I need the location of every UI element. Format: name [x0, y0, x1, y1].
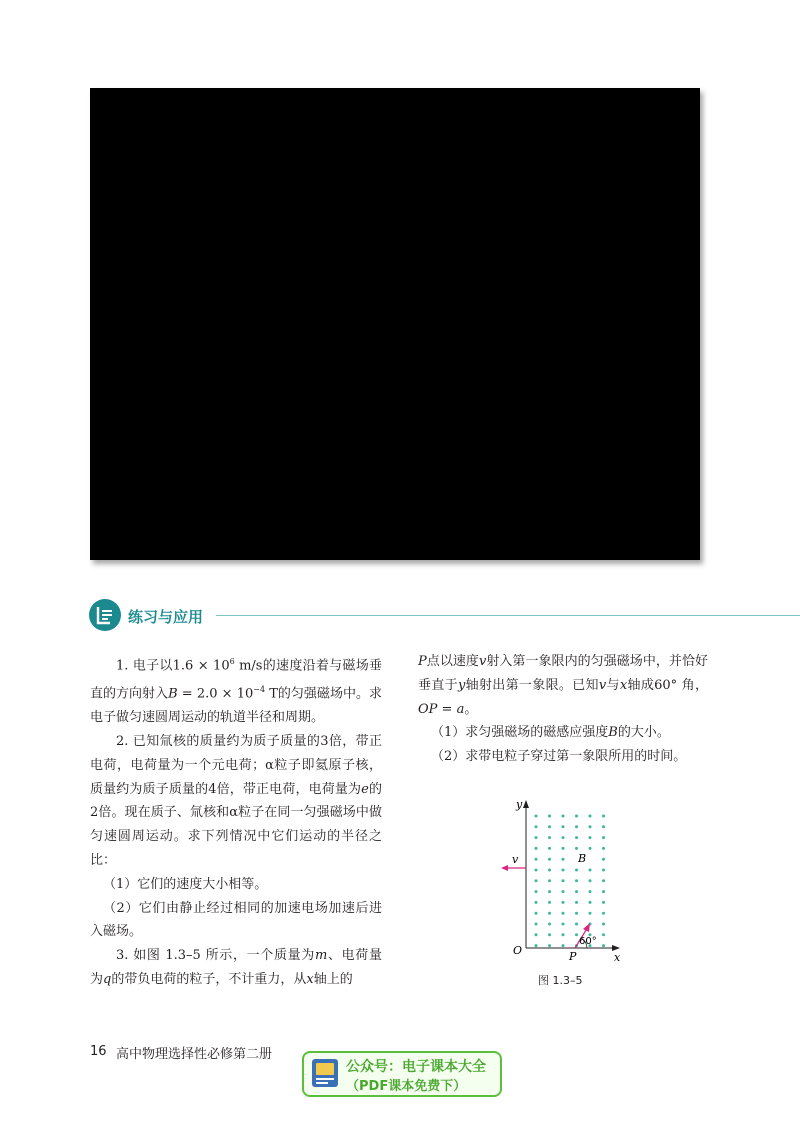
problem-2-sub-1: （1）它们的速度大小相等。 [103, 876, 268, 892]
field-dot [589, 815, 592, 818]
field-dot [602, 869, 605, 872]
field-dot [575, 890, 578, 893]
problem-3-part-1: 3. 如图 1.3–5 所示，一个质量为m、电荷量为q的带负电荷的粒子，不计重力，从x轴上的 [90, 948, 382, 988]
field-dot [562, 879, 565, 882]
problem-3-sub-1: （1）求匀强磁场的磁感应强度B的大小。 [431, 725, 670, 741]
field-dot [535, 912, 538, 915]
field-dot [602, 836, 605, 839]
figure-caption: 图 1.3–5 [538, 974, 583, 987]
field-dot [575, 836, 578, 839]
label-x: x [614, 951, 621, 964]
field-dot [589, 825, 592, 828]
page-number: 16 [90, 1044, 107, 1059]
problem-1: 1. 电子以$1.6 \times 10^6$ m/s的速度沿着与磁场垂直的方向射入$B = 2.0 \times 10^{-4}$ T的匀强磁场中。求电子做匀速圆周运动的轨道半径和周期。 [90, 657, 382, 726]
field-dot [575, 847, 578, 850]
field-dot [562, 901, 565, 904]
watermark-badge [302, 1051, 502, 1097]
field-dot [548, 879, 551, 882]
y-axis-arrow [523, 800, 529, 808]
field-dot [548, 858, 551, 861]
field-dot [602, 815, 605, 818]
field-dot [535, 815, 538, 818]
field-dot [589, 869, 592, 872]
problem-2: 2. 已知氚核的质量约为质子质量的3倍，带正电荷，电荷量为一个元电荷；α粒子即氦原子核，质量约为质子质量的4倍，带正电荷，电荷量为e的2倍。现在质子、氚核和α粒子在同一匀强磁场中做匀速圆周运动。求下列情况中它们运动的半径之比： [90, 734, 382, 869]
field-dot [575, 879, 578, 882]
field-dot [575, 815, 578, 818]
field-dot [535, 890, 538, 893]
label-y: y [516, 798, 523, 811]
field-dot [602, 933, 605, 936]
field-dot [535, 869, 538, 872]
field-dot [575, 912, 578, 915]
left-column [90, 650, 382, 992]
field-dot [562, 836, 565, 839]
field-dot [548, 836, 551, 839]
field-dot [602, 858, 605, 861]
field-dot [589, 890, 592, 893]
figure-1-3-5 [496, 796, 636, 966]
field-dot [562, 933, 565, 936]
field-dot [602, 912, 605, 915]
field-dot [602, 923, 605, 926]
field-dot [548, 890, 551, 893]
field-dot [562, 815, 565, 818]
field-dot [548, 815, 551, 818]
book-logo-icon [310, 1057, 340, 1089]
watermark-line-1: 公众号：电子课本大全 [346, 1059, 486, 1075]
section-title: 练习与应用 [128, 608, 204, 626]
field-dot [535, 825, 538, 828]
field-dot [535, 836, 538, 839]
field-dot [589, 836, 592, 839]
problem-3-part-2: P点以速度v射入第一象限内的匀强磁场中，并恰好垂直于y轴射出第一象限。已知v与x轴成60° 角，OP = a。 [418, 654, 708, 717]
field-dot [562, 923, 565, 926]
field-dot [602, 825, 605, 828]
exercise-icon [88, 598, 122, 632]
right-column [418, 650, 708, 769]
field-dot [548, 869, 551, 872]
field-dot [562, 890, 565, 893]
field-dot [548, 847, 551, 850]
problem-2-sub-2: （2）它们由静止经过相同的加速电场加速后进入磁场。 [90, 900, 382, 940]
field-dot [535, 923, 538, 926]
problem-3-sub-2: （2）求带电粒子穿过第一象限所用的时间。 [431, 749, 687, 765]
field-dot [589, 901, 592, 904]
field-dot [548, 944, 551, 947]
field-dot [575, 869, 578, 872]
exit-velocity-arrowhead [501, 865, 508, 871]
field-dot [535, 901, 538, 904]
field-dot [548, 901, 551, 904]
field-dot [562, 869, 565, 872]
field-dot [535, 879, 538, 882]
black-image-area [90, 88, 700, 560]
field-dot [535, 858, 538, 861]
field-dot [575, 933, 578, 936]
field-dot [602, 890, 605, 893]
label-origin: O [513, 944, 523, 957]
field-dot [548, 923, 551, 926]
field-dot [548, 933, 551, 936]
label-v: v [512, 853, 519, 866]
field-dot [602, 901, 605, 904]
section-header [88, 598, 800, 638]
entry-velocity-arrowhead [583, 923, 590, 932]
book-title: 高中物理选择性必修第二册 [116, 1047, 273, 1062]
field-dot [575, 923, 578, 926]
watermark-line-2: （PDF课本免费下） [346, 1079, 467, 1094]
field-dot [589, 879, 592, 882]
field-dot [535, 847, 538, 850]
field-dot [562, 825, 565, 828]
field-dot [548, 825, 551, 828]
field-dot [562, 847, 565, 850]
field-dot [602, 944, 605, 947]
field-dot [535, 944, 538, 947]
section-divider [216, 615, 800, 616]
field-dot [548, 912, 551, 915]
field-dot [535, 933, 538, 936]
field-dot [602, 879, 605, 882]
magnetic-field-dots [535, 815, 606, 948]
field-dot [589, 847, 592, 850]
label-p: P [569, 950, 577, 963]
field-dot [575, 825, 578, 828]
label-b: B [578, 852, 587, 865]
field-dot [575, 901, 578, 904]
label-angle: 60° [579, 936, 597, 947]
field-dot [589, 912, 592, 915]
field-dot [562, 858, 565, 861]
field-dot [602, 847, 605, 850]
field-dot [562, 912, 565, 915]
field-dot [562, 944, 565, 947]
